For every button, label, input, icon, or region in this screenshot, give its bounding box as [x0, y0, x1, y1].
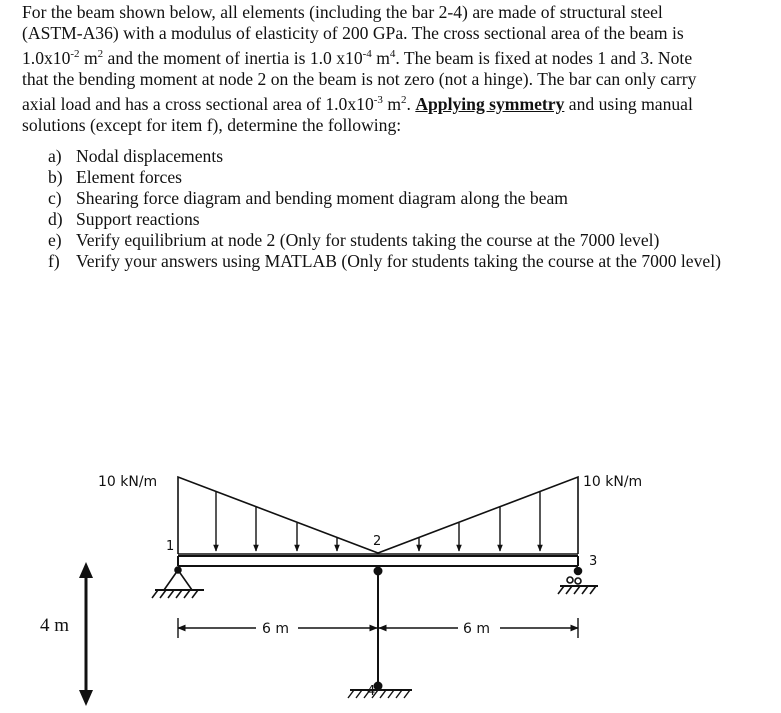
list-item: f) Verify your answers using MATLAB (Only for students taking the course at the 7000 level)	[48, 251, 721, 271]
list-item: d) Support reactions	[48, 209, 200, 229]
bar-2-4	[348, 567, 412, 698]
height-dimension	[79, 562, 93, 706]
node-1-label: 1	[166, 539, 175, 554]
span-right-label: 6 m	[463, 621, 490, 637]
right-roller-support	[558, 568, 598, 595]
problem-line: For the beam shown below, all elements (including the bar 2-4) are made of structural steel	[22, 2, 663, 22]
load-left-label: 10 kN/m	[98, 474, 158, 490]
problem-line: $1.0x10^{-2}$ $m^2$ and the moment of inertia is 1.0 $x10^{-4}$ $m^4$. The beam is fixed at nodes 1 and 3. Note	[22, 47, 693, 68]
beam	[178, 556, 578, 566]
list-item: c) Shearing force diagram and bending moment diagram along the beam	[48, 188, 568, 208]
applying-symmetry-emphasis: Applying symmetry	[415, 93, 565, 114]
problem-line: solutions (except for item f), determine the following:	[22, 114, 402, 135]
node-3-label: 3	[589, 554, 598, 569]
load-right-label: 10 kN/m	[583, 474, 643, 490]
problem-line: axial load and has a cross sectional area of $1.0x10^{-3}$ $m^2$. Applying symmetry and using manual	[22, 93, 693, 114]
problem-line: (ASTM-A36) with a modulus of elasticity of 200 GPa. The cross sectional area of the beam is	[22, 23, 684, 43]
node-4-label: 4	[367, 684, 376, 699]
list-item: a) Nodal displacements	[48, 146, 224, 166]
problem-line: that the bending moment at node 2 on the beam is not zero (not a hinge). The bar can only carry	[22, 68, 697, 89]
node-2-label: 2	[373, 534, 382, 549]
left-pin-support	[152, 567, 204, 598]
list-item: e) Verify equilibrium at node 2 (Only for students taking the course at the 7000 level)	[48, 230, 660, 250]
height-label: 4 m	[40, 615, 70, 636]
list-item: b) Element forces	[48, 167, 183, 187]
span-left-label: 6 m	[262, 621, 289, 637]
